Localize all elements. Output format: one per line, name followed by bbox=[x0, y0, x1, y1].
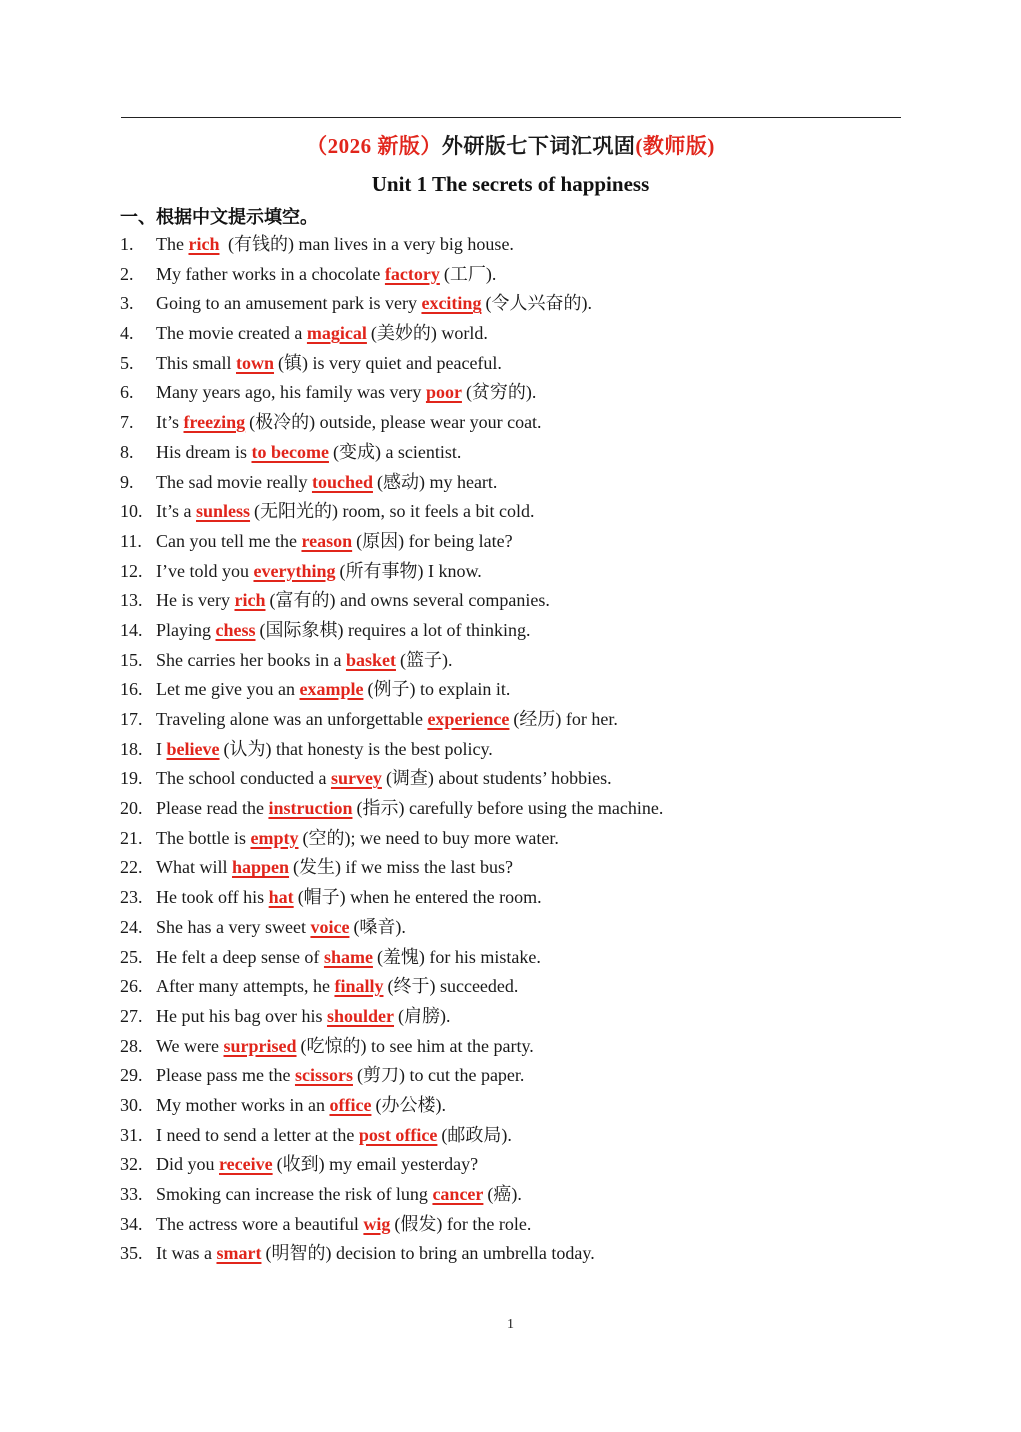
item-text-before: It’s bbox=[156, 412, 184, 433]
item-number: 29. bbox=[120, 1065, 143, 1086]
item-number: 25. bbox=[120, 946, 143, 967]
item-number: 14. bbox=[120, 619, 143, 640]
exercise-item bbox=[120, 1239, 920, 1269]
item-answer: rich bbox=[234, 590, 266, 611]
item-number: 12. bbox=[120, 560, 143, 581]
item-number: 21. bbox=[120, 827, 143, 848]
item-answer: everything bbox=[253, 560, 336, 581]
item-number: 35. bbox=[120, 1243, 143, 1264]
item-answer: factory bbox=[384, 263, 440, 284]
item-number: 11. bbox=[120, 530, 142, 551]
item-text-after: (明智的) decision to bring an umbrella today. bbox=[265, 1243, 595, 1264]
item-text-after: (无阳光的) room, so it feels a bit cold. bbox=[254, 501, 535, 522]
item-text-before: The bbox=[156, 234, 189, 254]
exercise-item bbox=[120, 1002, 920, 1032]
item-text-after: (吃惊的) to see him at the party. bbox=[300, 1035, 534, 1056]
item-text-before: The bottle is bbox=[156, 827, 251, 848]
item-answer: smart bbox=[216, 1243, 262, 1264]
exercise-list bbox=[120, 230, 920, 1269]
item-text-before: I need to send a letter at the bbox=[156, 1124, 359, 1145]
item-text-before: He is very bbox=[156, 590, 235, 611]
exercise-item bbox=[120, 616, 920, 646]
item-text-after: (贫穷的). bbox=[465, 382, 537, 403]
item-text-before: He felt a deep sense of bbox=[156, 946, 324, 967]
exercise-item bbox=[120, 349, 920, 379]
exercise-item bbox=[120, 1061, 920, 1091]
exercise-item bbox=[120, 289, 920, 319]
header-rule bbox=[121, 117, 901, 118]
item-number: 27. bbox=[120, 1005, 143, 1026]
exercise-item bbox=[120, 735, 920, 765]
item-text-after: (羞愧) for his mistake. bbox=[376, 946, 541, 967]
item-text-after: (经历) for her. bbox=[513, 709, 618, 729]
item-number: 10. bbox=[120, 501, 143, 522]
item-answer: sunless bbox=[196, 501, 251, 522]
title-edition: （2026 新版） bbox=[306, 134, 442, 158]
item-text-after: (国际象棋) requires a lot of thinking. bbox=[259, 619, 531, 640]
item-answer: hat bbox=[268, 887, 294, 908]
item-answer: town bbox=[236, 352, 275, 373]
item-text-after: (富有的) and owns several companies. bbox=[269, 590, 550, 611]
item-text-before: The sad movie really bbox=[156, 471, 312, 492]
item-number: 33. bbox=[120, 1184, 143, 1204]
exercise-item bbox=[120, 468, 920, 498]
item-answer: cancer bbox=[432, 1184, 484, 1204]
exercise-item bbox=[120, 853, 920, 883]
item-text-after: (剪刀) to cut the paper. bbox=[356, 1065, 525, 1086]
item-text-before: After many attempts, he bbox=[156, 976, 335, 997]
item-text-before: This small bbox=[156, 352, 236, 373]
item-text-before: The actress wore a beautiful bbox=[156, 1213, 364, 1234]
item-text-after: (认为) that honesty is the best policy. bbox=[223, 738, 493, 759]
exercise-item bbox=[120, 1180, 920, 1210]
item-answer: wig bbox=[363, 1213, 391, 1234]
item-number: 1. bbox=[120, 234, 134, 254]
item-answer: poor bbox=[425, 382, 462, 403]
item-answer: rich bbox=[188, 234, 220, 254]
exercise-item bbox=[120, 764, 920, 794]
item-text-before: The school conducted a bbox=[156, 768, 331, 789]
page-number: 1 bbox=[507, 1317, 514, 1332]
item-text-after: (镇) is very quiet and peaceful. bbox=[278, 352, 502, 373]
item-number: 19. bbox=[120, 768, 143, 789]
exercise-item bbox=[120, 557, 920, 587]
item-number: 2. bbox=[120, 263, 134, 284]
item-number: 6. bbox=[120, 382, 134, 403]
item-number: 18. bbox=[120, 738, 143, 759]
exercise-item bbox=[120, 1091, 920, 1121]
item-answer: example bbox=[299, 679, 364, 700]
item-answer: scissors bbox=[294, 1065, 353, 1086]
item-answer: touched bbox=[311, 471, 373, 492]
item-number: 26. bbox=[120, 976, 143, 997]
item-text-before: Traveling alone was an unforgettable bbox=[156, 709, 428, 729]
item-text-before: My father works in a chocolate bbox=[156, 263, 385, 284]
item-text-before: My mother works in an bbox=[156, 1094, 330, 1115]
exercise-item bbox=[120, 378, 920, 408]
item-text-before: The movie created a bbox=[156, 323, 307, 344]
exercise-item bbox=[120, 319, 920, 349]
item-text-after: (空的); we need to buy more water. bbox=[302, 827, 559, 848]
item-answer: instruction bbox=[268, 798, 353, 819]
item-number: 3. bbox=[120, 293, 134, 314]
item-answer: basket bbox=[345, 649, 396, 670]
item-number: 9. bbox=[120, 471, 134, 492]
exercise-item bbox=[120, 1121, 920, 1151]
unit-title: Unit 1 The secrets of happiness bbox=[371, 172, 650, 196]
item-answer: experience bbox=[427, 709, 510, 729]
item-text-after: (收到) my email yesterday? bbox=[276, 1154, 479, 1175]
exercise-item bbox=[120, 1210, 920, 1240]
exercise-item bbox=[120, 646, 920, 676]
item-answer: happen bbox=[231, 857, 290, 878]
item-number: 20. bbox=[120, 798, 143, 819]
item-number: 34. bbox=[120, 1213, 143, 1234]
item-text-before: Playing bbox=[156, 619, 216, 640]
exercise-item bbox=[120, 794, 920, 824]
item-text-before: I’ve told you bbox=[156, 560, 254, 581]
section-heading: 一、根据中文提示填空。 bbox=[120, 207, 318, 227]
item-text-before: What will bbox=[156, 857, 232, 878]
item-text-after: (令人兴奋的). bbox=[485, 293, 592, 314]
exercise-item bbox=[120, 1032, 920, 1062]
item-text-after: (工厂). bbox=[443, 263, 497, 284]
item-answer: magical bbox=[306, 323, 367, 344]
item-number: 15. bbox=[120, 649, 143, 670]
item-answer: to become bbox=[251, 441, 329, 462]
item-number: 31. bbox=[120, 1124, 143, 1145]
item-number: 16. bbox=[120, 679, 143, 700]
item-number: 24. bbox=[120, 916, 143, 937]
item-answer: reason bbox=[301, 530, 353, 551]
exercise-item bbox=[120, 497, 920, 527]
exercise-item bbox=[120, 824, 920, 854]
item-text-after: (例子) to explain it. bbox=[367, 679, 511, 700]
item-text-before: He put his bag over his bbox=[156, 1005, 327, 1026]
item-text-after: (调查) about students’ hobbies. bbox=[385, 768, 612, 789]
item-text-before: It was a bbox=[156, 1243, 217, 1264]
item-text-after: (有钱的) man lives in a very big house. bbox=[223, 234, 514, 254]
item-text-before: He took off his bbox=[156, 887, 269, 908]
item-text-before: Let me give you an bbox=[156, 679, 300, 700]
exercise-item bbox=[120, 675, 920, 705]
item-text-before: Please pass me the bbox=[156, 1065, 295, 1086]
item-text-before: Smoking can increase the risk of lung bbox=[156, 1184, 433, 1204]
item-number: 13. bbox=[120, 590, 143, 611]
item-answer: shame bbox=[323, 946, 373, 967]
title-version: (教师版) bbox=[635, 134, 715, 158]
exercise-item bbox=[120, 883, 920, 913]
document-title bbox=[0, 130, 1021, 160]
item-text-after: (感动) my heart. bbox=[376, 471, 498, 492]
item-text-before: Going to an amusement park is very bbox=[156, 293, 422, 314]
exercise-item bbox=[120, 943, 920, 973]
item-number: 28. bbox=[120, 1035, 143, 1056]
title-main: 外研版七下词汇巩固 bbox=[441, 134, 636, 158]
item-text-after: (所有事物) I know. bbox=[339, 560, 482, 581]
exercise-item bbox=[120, 527, 920, 557]
item-answer: empty bbox=[250, 827, 299, 848]
item-answer: survey bbox=[330, 768, 382, 789]
exercise-item bbox=[120, 705, 920, 735]
item-text-before: I bbox=[156, 738, 167, 759]
item-answer: chess bbox=[215, 619, 256, 640]
item-text-after: (邮政局). bbox=[441, 1124, 512, 1145]
item-number: 8. bbox=[120, 441, 134, 462]
item-number: 4. bbox=[120, 323, 134, 344]
item-number: 32. bbox=[120, 1154, 143, 1175]
item-text-after: (变成) a scientist. bbox=[332, 441, 462, 462]
item-text-after: (办公楼). bbox=[375, 1094, 446, 1115]
item-text-before: It’s a bbox=[156, 501, 196, 522]
item-text-before: She carries her books in a bbox=[156, 649, 346, 670]
item-answer: post office bbox=[358, 1124, 438, 1145]
item-answer: believe bbox=[166, 738, 220, 759]
item-answer: finally bbox=[334, 976, 384, 997]
item-text-before: Many years ago, his family was very bbox=[156, 382, 426, 403]
item-text-after: (指示) carefully before using the machine. bbox=[356, 798, 664, 819]
exercise-item bbox=[120, 586, 920, 616]
exercise-item bbox=[120, 972, 920, 1002]
item-text-before: Did you bbox=[156, 1154, 219, 1175]
item-text-after: (原因) for being late? bbox=[356, 530, 513, 551]
exercise-item bbox=[120, 438, 920, 468]
item-answer: freezing bbox=[183, 412, 246, 433]
item-text-after: (终于) succeeded. bbox=[387, 976, 519, 997]
item-text-after: (篮子). bbox=[399, 649, 453, 670]
item-text-after: (美妙的) world. bbox=[370, 323, 488, 344]
item-number: 30. bbox=[120, 1094, 143, 1115]
item-text-after: (癌). bbox=[487, 1184, 522, 1204]
item-answer: voice bbox=[310, 916, 350, 937]
item-answer: office bbox=[329, 1094, 372, 1115]
item-text-before: His dream is bbox=[156, 441, 252, 462]
exercise-item bbox=[120, 913, 920, 943]
item-text-after: (发生) if we miss the last bus? bbox=[293, 857, 513, 878]
item-text-after: (肩膀). bbox=[398, 1005, 451, 1026]
item-text-before: She has a very sweet bbox=[156, 916, 311, 937]
item-text-before: We were bbox=[156, 1035, 224, 1056]
item-text-before: Can you tell me the bbox=[156, 530, 302, 551]
exercise-item bbox=[120, 260, 920, 290]
item-text-after: (假发) for the role. bbox=[394, 1213, 532, 1234]
item-number: 17. bbox=[120, 709, 143, 729]
item-text-after: (帽子) when he entered the room. bbox=[297, 887, 542, 908]
item-text-before: Please read the bbox=[156, 798, 269, 819]
item-answer: exciting bbox=[421, 293, 482, 314]
exercise-item bbox=[120, 408, 920, 438]
item-answer: surprised bbox=[223, 1035, 297, 1056]
item-number: 22. bbox=[120, 857, 143, 878]
exercise-item bbox=[120, 1150, 920, 1180]
item-number: 5. bbox=[120, 352, 134, 373]
item-number: 23. bbox=[120, 887, 143, 908]
item-number: 7. bbox=[120, 412, 134, 433]
item-text-after: (嗓音). bbox=[353, 916, 406, 937]
item-text-after: (极冷的) outside, please wear your coat. bbox=[249, 412, 542, 433]
item-answer: receive bbox=[219, 1154, 273, 1175]
exercise-item bbox=[120, 230, 920, 260]
item-answer: shoulder bbox=[326, 1005, 395, 1026]
